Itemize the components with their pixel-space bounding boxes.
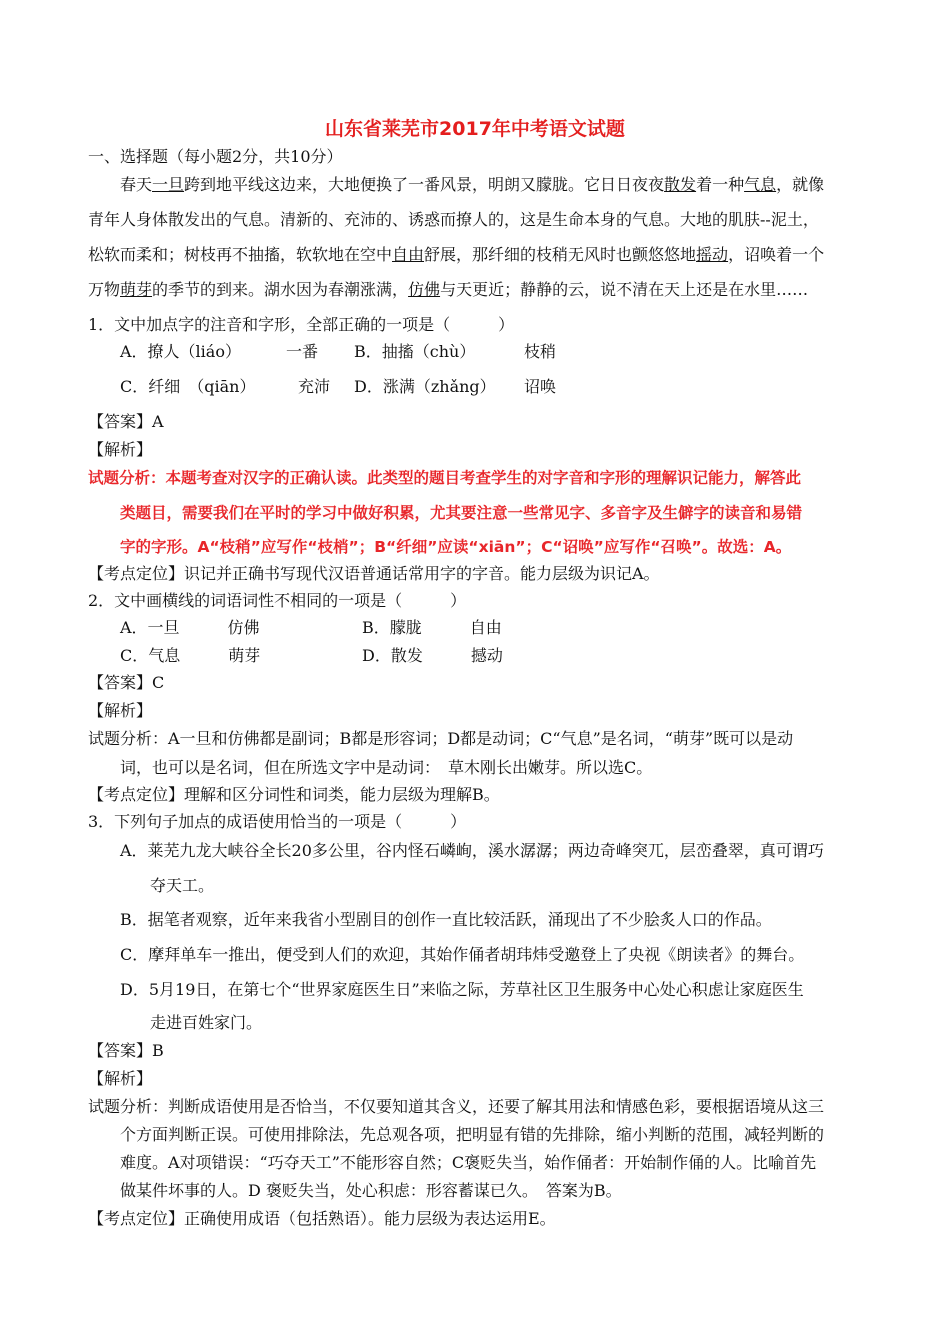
section-heading: 一、选择题（每小题2分，共10分） [88, 147, 343, 166]
underlined-word: 自由 [392, 245, 425, 264]
q3-answer: 【答案】B [88, 1041, 164, 1060]
q3-analysis-line-3: 难度。A对项错误：“巧夺天工”不能形容自然；C褒贬失当，始作俑者：开始制作俑的人。比喻首先 [120, 1153, 817, 1172]
q1-option-b: B．抽搐（chù） [354, 342, 476, 361]
q1-analysis-label: 【解析】 [88, 440, 153, 459]
underlined-word: 气息 [744, 175, 777, 194]
q1-option-b-word: 枝稍 [524, 342, 557, 361]
underlined-word: 仿佛 [408, 280, 441, 299]
q3-option-c: C．摩拜单车一推出，便受到人们的欢迎，其始作俑者胡玮炜受邀登上了央视《朗读者》的舞台。 [120, 945, 805, 964]
q1-option-d-word: 诏唤 [524, 377, 557, 396]
underlined-word: 散发 [664, 175, 697, 194]
page-title: 山东省莱芜市2017年中考语文试题 [325, 118, 625, 140]
underlined-word: 萌芽 [120, 280, 153, 299]
q3-point: 【考点定位】正确使用成语（包括熟语）。能力层级为表达运用E。 [88, 1209, 556, 1228]
q2-analysis-line-2: 词，也可以是名词，但在所选文字中是动词： 草木刚长出嫩芽。所以选C。 [120, 758, 653, 777]
q3-analysis-label: 【解析】 [88, 1069, 153, 1088]
q3-option-d: D．5月19日，在第七个“世界家庭医生日”来临之际，芳草社区卫生服务中心处心积虑让家庭医生 [120, 980, 804, 999]
q1-stem: 1．文中加点字的注音和字形，全部正确的一项是（ ） [88, 315, 515, 334]
passage-line-2: 青年人身体散发出的气息。清新的、充沛的、诱惑而撩人的，这是生命本身的气息。大地的肌肤--泥土， [88, 210, 819, 229]
q3-analysis-line-4: 做某件坏事的人。D 褒贬失当，处心积虑：形容蓄谋已久。 答案为B。 [120, 1181, 622, 1200]
q3-analysis-line-2: 个方面判断正误。可使用排除法，先总观各项，把明显有错的先排除，缩小判断的范围，减轻判断的 [120, 1125, 825, 1144]
q3-option-a-cont: 夺天工。 [150, 876, 215, 895]
q3-option-b: B．据笔者观察，近年来我省小型剧目的创作一直比较活跃，涌现出了不少脍炙人口的作品。 [120, 910, 772, 929]
q1-answer: 【答案】A [88, 412, 164, 431]
q1-analysis-line-1: 试题分析：本题考查对汉字的正确认读。此类型的题目考查学生的对字音和字形的理解识记能力，解答此 [88, 469, 802, 487]
q2-option-c: C．气息 萌芽 [120, 646, 261, 665]
q2-point: 【考点定位】理解和区分词性和词类，能力层级为理解B。 [88, 785, 500, 804]
q1-point: 【考点定位】识记并正确书写现代汉语普通话常用字的字音。能力层级为识记A。 [88, 564, 660, 583]
q1-option-c-word: 充沛 [298, 377, 331, 396]
passage-line-3: 松软而柔和；树枝再不抽搐，软软地在空中自由舒展，那纤细的枝稍无风时也颤悠悠地摇动，诏唤着一个 [88, 245, 825, 264]
underlined-word: 一旦 [152, 175, 185, 194]
q2-analysis-line-1: 试题分析：A一旦和仿佛都是副词；B都是形容词；D都是动词；C“气息”是名词，“萌芽”既可以是动 [88, 729, 794, 748]
q1-option-d: D．涨满（zhǎng） [354, 377, 496, 396]
q3-analysis-line-1: 试题分析：判断成语使用是否恰当，不仅要知道其含义，还要了解其用法和情感色彩，要根据语境从这三 [88, 1097, 825, 1116]
passage-line-1: 春天一旦跨到地平线这边来，大地便换了一番风景，明朗又朦胧。它日日夜夜散发着一种气息，就像 [120, 175, 825, 194]
q2-answer: 【答案】C [88, 673, 165, 692]
q1-option-a-word: 一番 [286, 342, 319, 361]
q3-option-a: A．莱芜九龙大峡谷全长20多公里，谷内怪石嶙峋，溪水潺潺；两边奇峰突兀，层峦叠翠，真可谓巧 [120, 841, 824, 860]
q2-analysis-label: 【解析】 [88, 701, 153, 720]
underlined-word: 摇动 [696, 245, 729, 264]
passage-line-4: 万物萌芽的季节的到来。湖水因为春潮涨满，仿佛与天更近；静静的云，说不清在天上还是在水里…… [88, 280, 809, 299]
q3-option-d-cont: 走进百姓家门。 [150, 1013, 263, 1032]
q1-option-a: A．撩人（liáo） [120, 342, 241, 361]
q3-stem: 3．下列句子加点的成语使用恰当的一项是（ ） [88, 812, 467, 831]
q1-analysis-line-2: 类题目，需要我们在平时的学习中做好积累，尤其要注意一些常见字、多音字及生僻字的读音和易错 [120, 504, 803, 522]
q2-option-b: B．朦胧 自由 [362, 618, 502, 637]
q1-analysis-line-3: 字的字形。A“枝稍”应写作“枝梢”；B“纤细”应读“xiān”；C“诏唤”应写作“召唤”。故选：A。 [120, 538, 792, 556]
q2-stem: 2．文中画横线的词语词性不相同的一项是（ ） [88, 591, 467, 610]
q2-option-a: A．一旦 仿佛 [120, 618, 260, 637]
q1-option-c: C．纤细 （qiān） [120, 377, 256, 396]
q2-option-d: D．散发 撼动 [362, 646, 503, 665]
